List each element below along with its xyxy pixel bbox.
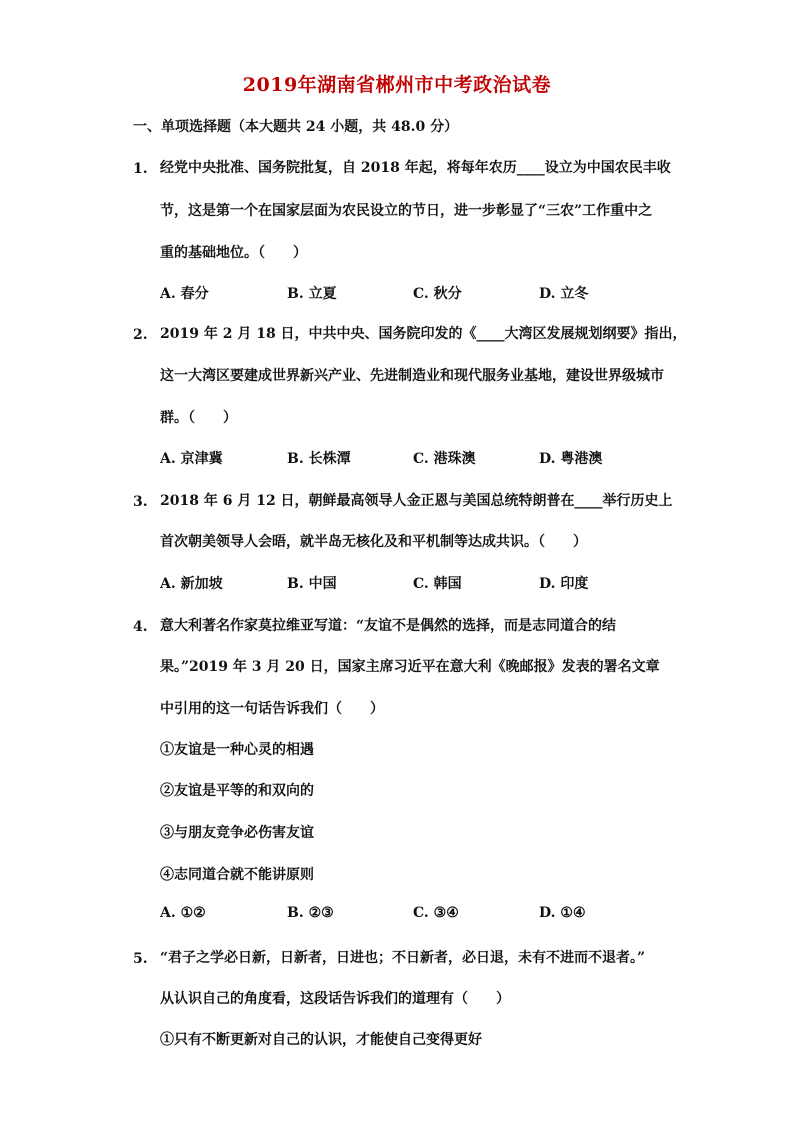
page-title: 2019年湖南省郴州市中考政治试卷	[242, 74, 552, 96]
option-d[interactable]: D. 印度	[539, 576, 589, 592]
statement-3: ③与朋友竞争必伤害友谊	[160, 825, 314, 841]
question-text-line: 节，这是第一个在国家层面为农民设立的节日，进一步彰显了“三农”工作重中之	[160, 203, 653, 219]
option-c[interactable]: C. 港珠澳	[413, 451, 476, 467]
statement-1: ①友谊是一种心灵的相遇	[160, 742, 314, 758]
question-text-line: “君子之学必日新，日新者，日进也；不日新者，必日退，未有不进而不退者。”	[160, 950, 646, 966]
question-text-line: 重的基础地位。（ ）	[160, 245, 307, 261]
option-d[interactable]: D. 粤港澳	[539, 451, 603, 467]
question-number: 1.	[133, 161, 148, 177]
option-a[interactable]: A. 京津冀	[160, 451, 223, 467]
question-number: 2.	[133, 327, 148, 343]
option-a[interactable]: A. 新加坡	[160, 576, 223, 592]
question-text-line: 2019 年 2 月 18 日，中共中央、国务院印发的《____大湾区发展规划纲要》指出，	[160, 326, 687, 342]
statement-4: ④志同道合就不能讲原则	[160, 867, 314, 883]
option-a[interactable]: A. 春分	[160, 286, 209, 302]
question-text-line: 这一大湾区要建成世界新兴产业、先进制造业和现代服务业基地，建设世界级城市	[160, 368, 664, 384]
option-c[interactable]: C. 韩国	[413, 576, 462, 592]
statement-2: ②友谊是平等的和双向的	[160, 783, 314, 799]
question-text-line: 从认识自己的角度看，这段话告诉我们的道理有（ ）	[160, 991, 510, 1007]
option-d[interactable]: D. ①④	[539, 905, 586, 921]
option-b[interactable]: B. 长株潭	[287, 451, 351, 467]
option-c[interactable]: C. 秋分	[413, 286, 462, 302]
question-number: 3.	[133, 494, 148, 510]
option-b[interactable]: B. 立夏	[287, 286, 337, 302]
question-number: 5.	[133, 951, 148, 967]
question-text-line: 果。”2019 年 3 月 20 日，国家主席习近平在意大利《晚邮报》发表的署名文章	[160, 659, 660, 675]
option-a[interactable]: A. ①②	[160, 905, 206, 921]
option-b[interactable]: B. 中国	[287, 576, 337, 592]
option-d[interactable]: D. 立冬	[539, 286, 589, 302]
question-number: 4.	[133, 619, 148, 635]
question-text-line: 中引用的这一句话告诉我们（ ）	[160, 701, 384, 717]
question-text-line: 群。（ ）	[160, 410, 237, 426]
question-text-line: 首次朝美领导人会晤，就半岛无核化及和平机制等达成共识。（ ）	[160, 534, 587, 550]
question-text-line: 2018 年 6 月 12 日，朝鲜最高领导人金正恩与美国总统特朗普在____举行历史上	[160, 493, 673, 509]
option-b[interactable]: B. ②③	[287, 905, 334, 921]
option-c[interactable]: C. ③④	[413, 905, 459, 921]
question-text-line: 经党中央批准、国务院批复，自 2018 年起，将每年农历____设立为中国农民丰收	[160, 160, 671, 176]
section-heading: 一、单项选择题（本大题共 24 小题，共 48.0 分）	[133, 119, 459, 135]
statement-1: ①只有不断更新对自己的认识，才能使自己变得更好	[160, 1032, 482, 1048]
question-text-line: 意大利著名作家莫拉维亚写道：“友谊不是偶然的选择，而是志同道合的结	[160, 618, 617, 634]
